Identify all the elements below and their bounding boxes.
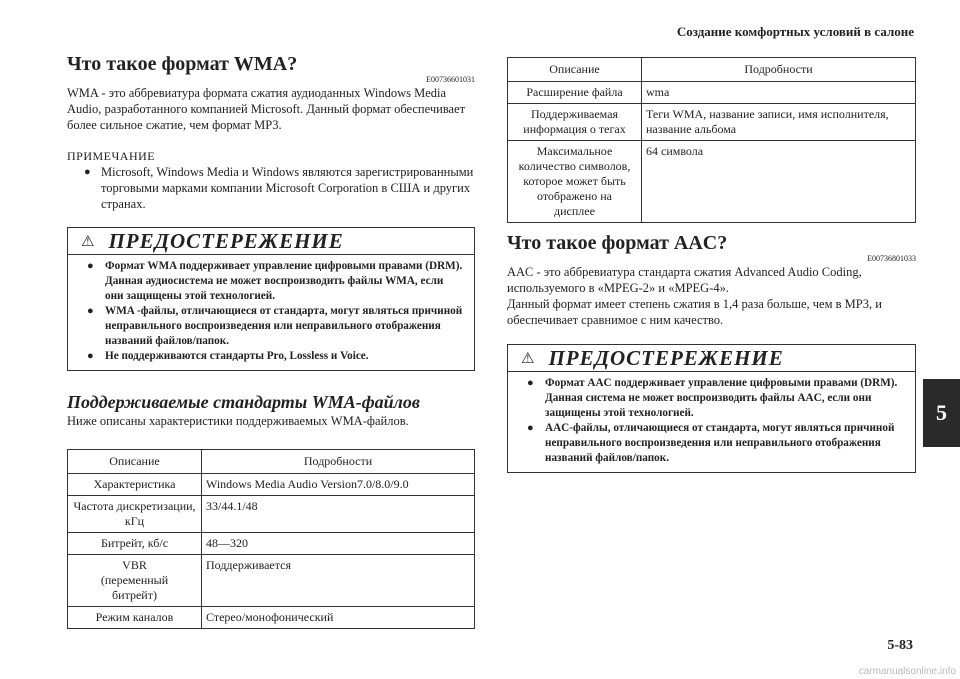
right-column — [507, 57, 916, 473]
table-cell: Теги WMA, название записи, имя исполнителя, название альбома — [642, 104, 916, 141]
wma-description: WMA - это аббревиатура формата сжатия аудиоданных Windows Media Audio, разработанного компанией Microsoft. Данный формат обеспечивает более сильное сжатие, чем формат MP3. — [67, 86, 466, 132]
table-cell: Стерео/монофонический — [202, 607, 475, 629]
wma-extra-table — [507, 57, 916, 223]
table-row — [68, 533, 475, 555]
note-item — [67, 164, 475, 212]
aac-section-title: Что такое формат AAC? — [507, 232, 728, 254]
page-number: 5-83 — [887, 638, 913, 653]
warning-body — [508, 372, 915, 472]
wma-spec-table — [67, 449, 475, 629]
table-cell: Битрейт, кб/с — [68, 533, 202, 555]
warning-title-bar — [508, 345, 915, 371]
table-cell: Windows Media Audio Version7.0/8.0/9.0 — [202, 474, 475, 496]
table-cell: Режим каналов — [68, 607, 202, 629]
table-row — [508, 104, 916, 141]
wma-section-title: Что такое формат WMA? — [67, 53, 298, 75]
warning-item-text: Формат WMA поддерживает управление цифровыми правами (DRM). Данная аудиосистема не может воспроизводить файлы WMA, если они защищены этой технологией. — [105, 260, 463, 302]
wma-warning-box — [67, 227, 475, 371]
warning-item — [68, 259, 464, 304]
table-cell: Характеристика — [68, 474, 202, 496]
warning-item-text: AAC-файлы, отличающиеся от стандарта, могут являться причиной неправильного воспроизведения или неправильного отображения названий файлов/папок. — [545, 422, 895, 464]
table-cell: Поддерживается — [202, 555, 475, 607]
table-cell: Расширение файла — [508, 82, 642, 104]
note-item-text: Microsoft, Windows Media и Windows являются зарегистрированными торговыми марками компании Microsoft Corporation в США и других странах. — [101, 165, 474, 211]
warning-item — [68, 304, 464, 349]
warning-item — [508, 421, 905, 466]
bullet-icon: ● — [527, 377, 534, 389]
bullet-icon: ● — [527, 422, 534, 434]
table-cell: 33/44.1/48 — [202, 496, 475, 533]
table-cell: Поддерживаемая информация о тегах — [508, 104, 642, 141]
warning-triangle-icon: ⚠ — [81, 232, 95, 250]
table-row — [68, 555, 475, 607]
warning-title: ПРЕДОСТЕРЕЖЕНИЕ — [108, 228, 344, 253]
warning-triangle-icon: ⚠ — [521, 349, 535, 367]
left-column — [67, 52, 475, 629]
bullet-icon: ● — [84, 166, 91, 178]
chapter-tab: 5 — [923, 379, 960, 447]
table-header-cell: Подробности — [642, 58, 916, 82]
table-cell: Максимальное количество символов, которое может быть отображено на дисплее — [508, 141, 642, 223]
table-cell: wma — [642, 82, 916, 104]
table-cell: 48—320 — [202, 533, 475, 555]
warning-item-text: Не поддерживаются стандарты Pro, Lossless и Voice. — [105, 350, 369, 362]
aac-description-2: Данный формат имеет степень сжатия в 1,4 раза больше, чем в MP3, и обеспечивает сравнимое с ним качество. — [507, 297, 882, 327]
warning-body — [68, 255, 474, 370]
table-row — [508, 141, 916, 223]
table-header-cell: Подробности — [202, 450, 475, 474]
table-header-row — [68, 450, 475, 474]
table-cell: 64 символа — [642, 141, 916, 223]
warning-title-bar — [68, 228, 474, 254]
supported-section-title: Поддерживаемые стандарты WMA-файлов — [67, 392, 420, 412]
bullet-icon: ● — [87, 350, 94, 362]
aac-description: AAC - это аббревиатура стандарта сжатия Advanced Audio Coding, используемого в «MPEG-2» и «MPEG-4». — [507, 265, 862, 295]
warning-item-text: WMA -файлы, отличающиеся от стандарта, могут являться причиной неправильного воспроизведения или неправильного отображения названий файлов/папок. — [105, 305, 463, 347]
warning-item — [508, 376, 905, 421]
aac-section-code: E00736801033 — [867, 254, 916, 263]
table-row — [68, 607, 475, 629]
table-cell: Частота дискретизации, кГц — [68, 496, 202, 533]
table-header-cell: Описание — [508, 58, 642, 82]
table-row — [68, 496, 475, 533]
warning-title: ПРЕДОСТЕРЕЖЕНИЕ — [548, 345, 784, 370]
supported-description: Ниже описаны характеристики поддерживаемых WMA-файлов. — [67, 414, 409, 428]
aac-warning-box — [507, 344, 916, 473]
bullet-icon: ● — [87, 305, 94, 317]
note-heading: ПРИМЕЧАНИЕ — [67, 149, 156, 163]
warning-item-text: Формат AAC поддерживает управление цифровыми правами (DRM). Данная система не может воспроизводить файлы AAC, если они защищены этой технологией. — [545, 377, 898, 419]
page-header: Создание комфортных условий в салоне — [676, 24, 914, 39]
table-row — [68, 474, 475, 496]
wma-section-code: E00736601031 — [426, 75, 475, 84]
table-header-cell: Описание — [68, 450, 202, 474]
watermark: carmanualsonline.info — [858, 666, 956, 677]
table-row — [508, 82, 916, 104]
table-header-row — [508, 58, 916, 82]
warning-item — [68, 349, 464, 364]
table-cell: VBR (переменный битрейт) — [68, 555, 202, 607]
bullet-icon: ● — [87, 260, 94, 272]
